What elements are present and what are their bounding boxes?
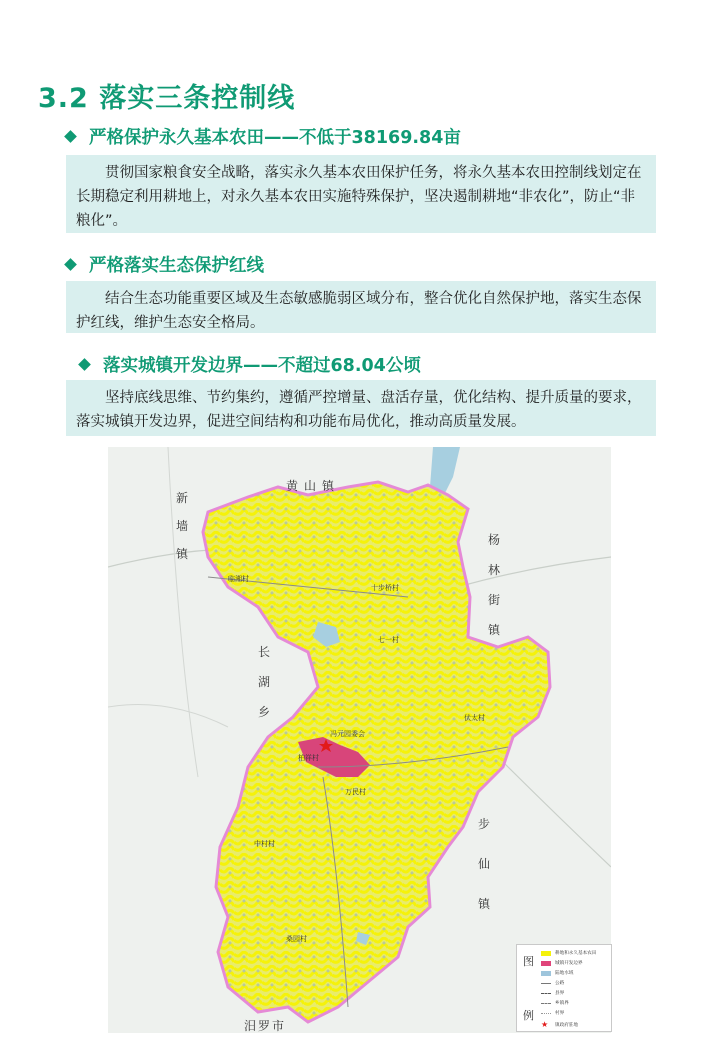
legend-label: 县界 bbox=[555, 991, 565, 996]
urban-body-text: 坚持底线思维、节约集约，遵循严控增量、盘活存量，优化结构、提升质量的要求，落实城镇开发边界，促进空间结构和功能布局优化，推动高质量发展。 bbox=[76, 390, 642, 430]
legend-title-bottom: 例 bbox=[523, 1009, 534, 1022]
neighbor-west-3: 镇 bbox=[176, 547, 189, 561]
village-label: 柏祥村 bbox=[298, 754, 319, 762]
heading-urban-text: 落实城镇开发边界——不超过68.04公顷 bbox=[103, 356, 421, 376]
village-label: 中村村 bbox=[254, 840, 275, 848]
county-line-icon bbox=[541, 993, 551, 994]
legend-entry bbox=[541, 970, 573, 976]
legend-entry bbox=[541, 950, 596, 956]
farmland-body-text: 贯彻国家粮食安全战略，落实永久基本农田保护任务，将永久基本农田控制线划定在长期稳定利用耕地上，对永久基本农田实施特殊保护，坚决遏制耕地“非农化”，防止“非粮化”。 bbox=[76, 165, 642, 229]
legend-label: 城镇开发边界 bbox=[555, 961, 583, 966]
neighbor-midwest-3: 乡 bbox=[258, 705, 271, 719]
neighbor-southeast-1: 步 bbox=[478, 817, 491, 831]
village-line-icon bbox=[541, 1013, 551, 1014]
star-icon: ★ bbox=[541, 1020, 549, 1029]
legend-entry bbox=[541, 960, 583, 966]
water-swatch-icon bbox=[541, 971, 551, 976]
neighbor-east-4: 镇 bbox=[488, 623, 501, 637]
neighbor-east-3: 街 bbox=[488, 593, 501, 607]
urban-body-box bbox=[66, 380, 656, 436]
diamond-bullet-icon bbox=[64, 258, 77, 271]
farmland-swatch-icon bbox=[541, 951, 551, 956]
village-label: 冯元园委会 bbox=[330, 730, 365, 738]
legend-entry bbox=[541, 1020, 578, 1029]
legend-label: 村界 bbox=[555, 1011, 565, 1016]
legend-label: 耕地和永久基本农田 bbox=[555, 951, 597, 956]
heading-urban bbox=[80, 352, 421, 377]
neighbor-west-2: 墙 bbox=[176, 519, 189, 533]
legend-entry bbox=[541, 1010, 564, 1016]
legend-entry bbox=[541, 1000, 569, 1006]
heading-ecology-text: 严格落实生态保护红线 bbox=[89, 256, 264, 276]
heading-farmland bbox=[66, 124, 461, 149]
neighbor-west-1: 新 bbox=[176, 491, 189, 505]
section-title: 3.2 落实三条控制线 bbox=[38, 83, 296, 114]
legend-label: 公路 bbox=[555, 981, 565, 986]
legend-label: 陆地水域 bbox=[555, 971, 574, 976]
neighbor-east-1: 杨 bbox=[488, 533, 501, 547]
ecology-body-box bbox=[66, 281, 656, 333]
neighbor-southeast-2: 仙 bbox=[478, 857, 491, 871]
heading-farmland-text: 严格保护永久基本农田——不低于38169.84亩 bbox=[89, 128, 461, 148]
legend-label: 乡镇界 bbox=[555, 1001, 569, 1006]
legend-entry bbox=[541, 980, 564, 986]
town-line-icon bbox=[541, 1003, 551, 1004]
urban-swatch-icon bbox=[541, 961, 551, 966]
map-legend bbox=[516, 944, 612, 1032]
neighbor-south: 汨罗市 bbox=[244, 1019, 287, 1033]
neighbor-north: 黄山镇 bbox=[286, 479, 341, 493]
village-label: 桑园村 bbox=[286, 935, 307, 943]
farmland-body-box bbox=[66, 155, 656, 233]
legend-label: 镇政府驻地 bbox=[555, 1022, 578, 1028]
village-label: 万民村 bbox=[345, 788, 366, 796]
village-label: 七一村 bbox=[378, 636, 399, 644]
village-label: 临湘村 bbox=[228, 575, 249, 583]
village-label: 伏太村 bbox=[464, 714, 485, 722]
road-line-icon bbox=[541, 983, 551, 984]
neighbor-southeast-3: 镇 bbox=[478, 897, 491, 911]
legend-title-top: 图 bbox=[523, 955, 534, 968]
legend-entry bbox=[541, 990, 564, 996]
heading-ecology bbox=[66, 252, 264, 277]
ecology-body-text: 结合生态功能重要区域及生态敏感脆弱区域分布，整合优化自然保护地，落实生态保护红线，维护生态安全格局。 bbox=[76, 291, 642, 331]
neighbor-midwest-2: 湖 bbox=[258, 675, 271, 689]
diamond-bullet-icon bbox=[78, 358, 91, 371]
neighbor-midwest-1: 长 bbox=[258, 645, 271, 659]
village-label: 十步桥村 bbox=[371, 584, 399, 592]
diamond-bullet-icon bbox=[64, 130, 77, 143]
neighbor-east-2: 林 bbox=[488, 563, 501, 577]
